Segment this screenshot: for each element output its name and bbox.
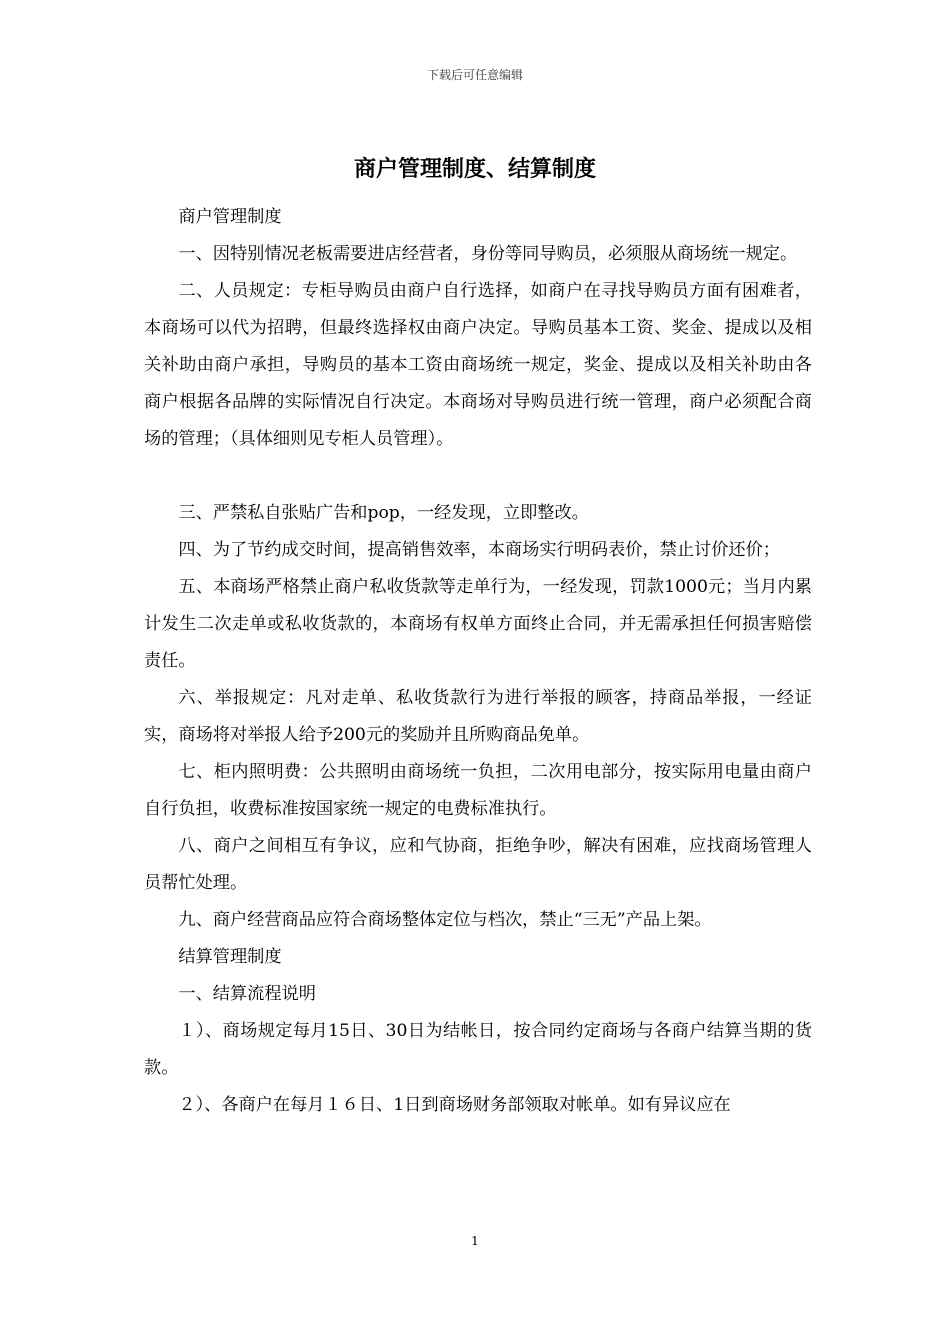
rule-paragraph-1: 一、因特别情况老板需要进店经营者，身份等同导购员，必须服从商场统一规定。 xyxy=(178,244,798,264)
document-title: 商户管理制度、结算制度 xyxy=(353,157,596,182)
rule-paragraph-7: 七、柜内照明费：公共照明由商场统一负担，二次用电部分，按实际用电量由商户自行负担，收费标准按国家统一规定的电费标准执行。 xyxy=(144,762,812,819)
rule-paragraph-8: 八、商户之间相互有争议，应和气协商，拒绝争吵，解决有困难，应找商场管理人员帮忙处理。 xyxy=(144,836,812,893)
settlement-item-2: ２）、各商户在每月１６日、1日到商场财务部领取对帐单。如有异议应在 xyxy=(178,1095,731,1115)
rule-paragraph-2: 二、人员规定：专柜导购员由商户自行选择，如商户在寻找导购员方面有困难者，本商场可以代为招聘，但最终选择权由商户决定。导购员基本工资、奖金、提成以及相关补助由商户承担，导购员的基本工资由商场统一规定，奖金、提成以及相关补助由各商户根据各品牌的实际情况自行决定。本商场对导购员进行统一管理，商户必须配合商场的管理；（具体细则见专柜人员管理）。 xyxy=(144,281,812,449)
header-note: 下载后可任意编辑 xyxy=(426,68,523,82)
rule-paragraph-9: 九、商户经营商品应符合商场整体定位与档次，禁止“三无”产品上架。 xyxy=(178,910,712,930)
section-heading-settlement-management: 结算管理制度 xyxy=(178,947,282,967)
rule-paragraph-5: 五、本商场严格禁止商户私收货款等走单行为，一经发现，罚款1000元；当月内累计发生二次走单或私收货款的，本商场有权单方面终止合同，并无需承担任何损害赔偿责任。 xyxy=(144,577,812,671)
document-body xyxy=(144,199,812,1124)
page-number: 1 xyxy=(471,1234,479,1248)
section-heading-merchant-management: 商户管理制度 xyxy=(178,207,282,227)
rule-paragraph-3: 三、严禁私自张贴广告和pop，一经发现，立即整改。 xyxy=(178,503,589,523)
rule-paragraph-4: 四、为了节约成交时间，提高销售效率，本商场实行明码表价，禁止讨价还价； xyxy=(178,540,780,560)
settlement-subheading: 一、结算流程说明 xyxy=(178,984,316,1004)
rule-paragraph-6: 六、举报规定：凡对走单、私收货款行为进行举报的顾客，持商品举报，一经证实，商场将对举报人给予200元的奖励并且所购商品免单。 xyxy=(144,688,812,745)
settlement-item-1: １）、商场规定每月15日、30日为结帐日，按合同约定商场与各商户结算当期的货款。 xyxy=(144,1021,812,1078)
blank-line xyxy=(144,458,812,495)
